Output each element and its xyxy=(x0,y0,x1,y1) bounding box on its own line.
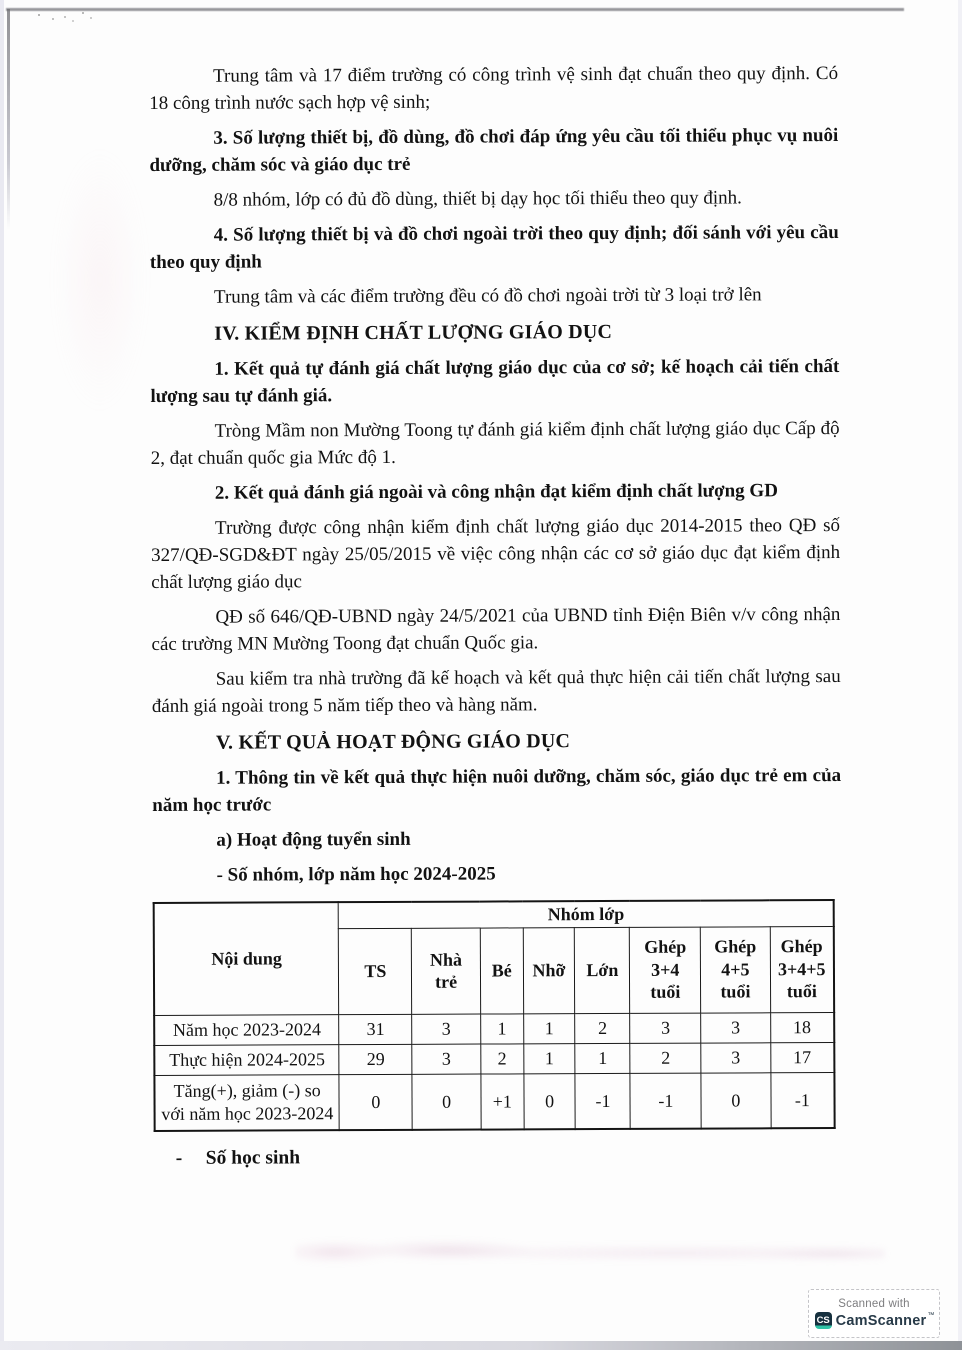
table-cell: -1 xyxy=(630,1073,701,1129)
heading-external-assessment: 2. Kết quả đánh giá ngoài và công nhận đạt kiểm định chất lượng GD xyxy=(214,480,778,504)
table-header-be: Bé xyxy=(480,927,523,1013)
heading-group-count: - Số nhóm, lớp năm học 2024-2025 xyxy=(216,863,496,886)
table-cell: 3 xyxy=(412,1044,481,1074)
table-header-nho: Nhỡ xyxy=(523,927,575,1013)
scan-edge-bottom xyxy=(0,1341,962,1350)
trademark-symbol: ™ xyxy=(927,1312,935,1319)
table-header-nha-tre: Nhà trẻ xyxy=(411,928,480,1014)
scan-edge-top-left xyxy=(7,9,10,229)
camscanner-logo-icon: CS xyxy=(815,1312,832,1329)
table-cell: 31 xyxy=(339,1014,412,1044)
table-cell: 3 xyxy=(701,1012,770,1042)
table-cell: 1 xyxy=(523,1013,575,1043)
table-cell: +1 xyxy=(481,1073,524,1129)
paragraph-improvement-plan: Sau kiểm tra nhà trường đã kế hoạch và kết quả thực hiện cải tiến chất lượng sau đánh giá ngoài trong 5 năm tiếp theo và hàng năm. xyxy=(151,665,841,717)
table-row xyxy=(154,1042,834,1075)
heading-info-previous-year: 1. Thông tin về kết quả thực hiện nuôi dưỡng, chăm sóc, giáo dục trẻ em của năm học trước xyxy=(152,764,842,816)
table-cell: -1 xyxy=(575,1073,630,1129)
table-header-ghep-3-4: Ghép 3+4 tuổi xyxy=(630,927,701,1013)
paragraph-self-assessment-result: Tròng Mầm non Mường Toong tự đánh giá kiểm định chất lượng giáo dục Cấp độ 2, đạt chuẩn quốc gia Mức độ 1. xyxy=(150,417,840,469)
heading-item-4-outdoor-toys: 4. Số lượng thiết bị và đồ chơi ngoài trời theo quy định; đối sánh với yêu cầu theo quy định xyxy=(149,221,839,273)
table-header-ts: TS xyxy=(339,928,412,1014)
table-cell: 2 xyxy=(575,1013,630,1043)
table-cell: 1 xyxy=(524,1043,576,1073)
scan-stain xyxy=(55,150,145,410)
heading-section-v: V. KẾT QUẢ HOẠT ĐỘNG GIÁO DỤC xyxy=(215,730,571,754)
heading-section-iv: IV. KIỂM ĐỊNH CHẤT LƯỢNG GIÁO DỤC xyxy=(214,320,613,345)
heading-item-3-equipment: 3. Số lượng thiết bị, đồ dùng, đồ chơi đáp ứng yêu cầu tối thiểu phục vụ nuôi dưỡng, chăm sóc và giáo dục trẻ xyxy=(149,124,839,176)
table-cell: 0 xyxy=(412,1074,481,1130)
paragraph-accreditation-2014-2015: Trường được công nhận kiểm định chất lượng giáo dục 2014-2015 theo QĐ số 327/QĐ-SGD&ĐT ngày 25/05/2015 về việc công nhận các cơ sở giáo dục đạt kiểm định chất lượng giáo dục xyxy=(151,514,841,593)
scan-edge-left xyxy=(0,0,4,1350)
table-header-noi-dung: Nội dung xyxy=(154,902,339,1015)
row-label-delta: Tăng(+), giảm (-) so với năm học 2023-2024 xyxy=(154,1074,339,1131)
note-label: Số học sinh xyxy=(205,1147,301,1169)
row-label-2024-2025: Thực hiện 2024-2025 xyxy=(154,1044,339,1075)
table-header-ghep-3-4-5: Ghép 3+4+5 tuổi xyxy=(770,926,834,1012)
row-label-2023-2024: Năm học 2023-2024 xyxy=(154,1014,339,1045)
note-student-count xyxy=(176,1142,843,1172)
scan-speckles xyxy=(38,14,40,16)
table-cell: 1 xyxy=(481,1013,524,1043)
table-cell: 2 xyxy=(481,1043,524,1073)
table-header-nhom-lop: Nhóm lớp xyxy=(339,900,834,928)
camscanner-badge xyxy=(808,1289,940,1338)
note-dash: - xyxy=(175,1147,183,1169)
document-content xyxy=(149,60,843,1172)
table-cell: -1 xyxy=(770,1072,834,1128)
table-cell: 3 xyxy=(412,1014,481,1044)
table-cell: 3 xyxy=(701,1042,770,1072)
table-header-lon: Lớn xyxy=(575,927,630,1013)
table-cell: 3 xyxy=(630,1013,701,1043)
enrollment-table xyxy=(153,899,836,1132)
table-row xyxy=(154,1072,834,1131)
table-header-ghep-4-5: Ghép 4+5 tuổi xyxy=(700,926,770,1012)
heading-self-assessment: 1. Kết quả tự đánh giá chất lượng giáo dục của cơ sở; kế hoạch cải tiến chất lượng sau tự đánh giá. xyxy=(150,355,840,407)
paragraph-outdoor-toys: Trung tâm và các điểm trường đều có đồ chơi ngoài trời từ 3 loại trở lên xyxy=(213,284,762,308)
table-cell: 2 xyxy=(630,1043,701,1073)
camscanner-brand-row xyxy=(815,1312,934,1329)
table-cell: 1 xyxy=(575,1043,630,1073)
camscanner-brand-text: CamScanner xyxy=(835,1312,927,1329)
scan-edge-top xyxy=(6,8,904,11)
table-row xyxy=(154,1012,834,1045)
ink-bleed-through xyxy=(295,1238,885,1264)
table-cell: 0 xyxy=(524,1073,576,1129)
heading-enrollment-activity: a) Hoạt động tuyển sinh xyxy=(216,828,411,851)
paragraph-decision-646: QĐ số 646/QĐ-UBND ngày 24/5/2021 của UBND tỉnh Điện Biên v/v công nhận các trường MN Mường Toong đạt chuẩn Quốc gia. xyxy=(151,603,841,655)
table-cell: 0 xyxy=(701,1072,771,1128)
scan-edge-right xyxy=(958,0,962,1350)
table-cell: 29 xyxy=(339,1044,412,1074)
paragraph-sanitation-facilities: Trung tâm và 17 điểm trường có công trình vệ sinh đạt chuẩn theo quy định. Có 18 công trình nước sạch hợp vệ sinh; xyxy=(149,62,839,114)
scanned-with-text: Scanned with xyxy=(838,1298,910,1310)
table-cell: 18 xyxy=(770,1012,834,1042)
table-cell: 17 xyxy=(770,1042,834,1072)
paragraph-classroom-equipment: 8/8 nhóm, lớp có đủ đồ dùng, thiết bị dạy học tối thiểu theo quy định. xyxy=(213,187,742,211)
table-cell: 0 xyxy=(339,1074,412,1130)
